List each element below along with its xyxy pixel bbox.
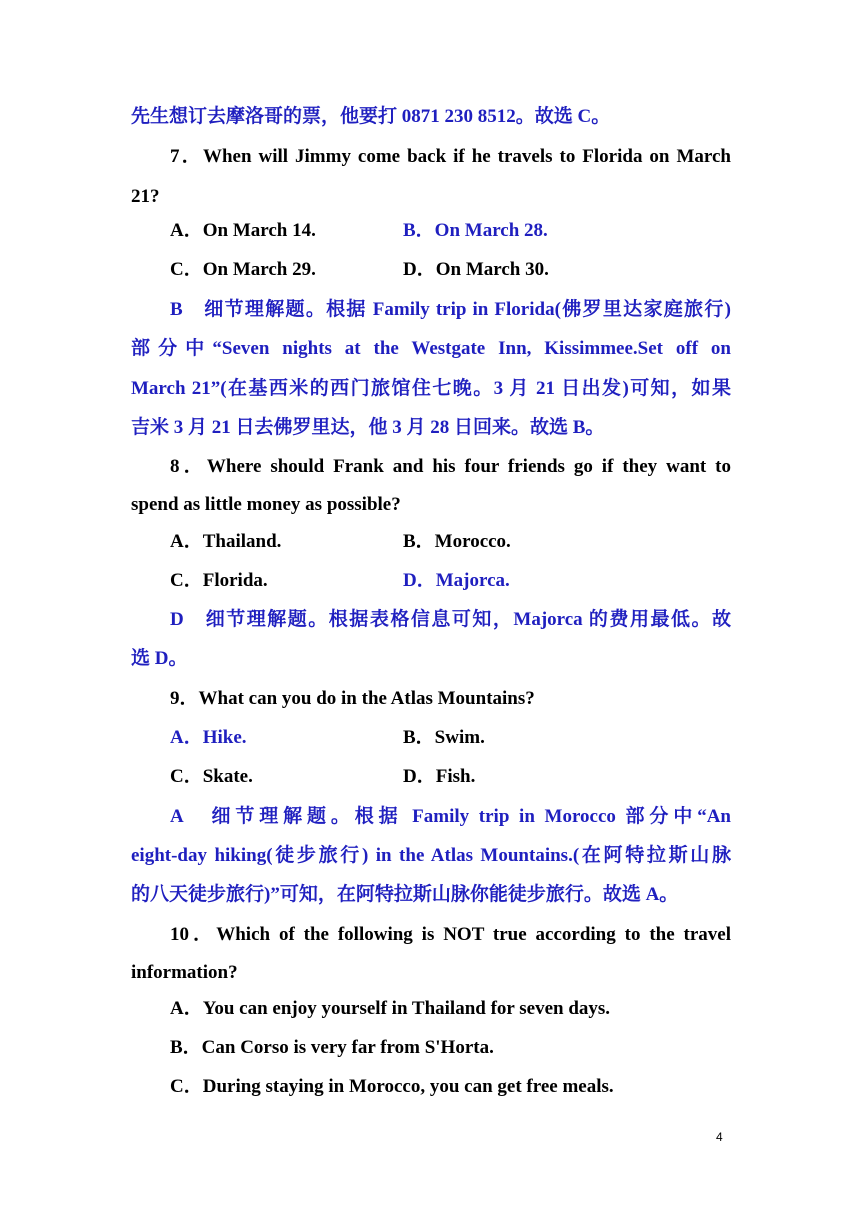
option-a: A．On March 14.	[170, 220, 316, 241]
option-a: A．Thailand.	[170, 531, 282, 552]
explanation-text: 选 D。	[131, 648, 188, 669]
question-text: 21?	[131, 186, 160, 207]
question-text: information?	[131, 962, 238, 983]
question-text: 7．When will Jimmy come back if he travels to Florida on March	[170, 146, 731, 167]
option-b: B．On March 28.	[403, 220, 548, 241]
explanation-text: 部分中“Seven nights at the Westgate Inn, Kissimmee.Set off on	[131, 338, 731, 359]
option-b: B．Swim.	[403, 727, 485, 748]
option-c: C．Florida.	[170, 570, 268, 591]
option-c: C．Skate.	[170, 766, 253, 787]
explanation-text: D 细节理解题。根据表格信息可知，Majorca 的费用最低。故	[170, 609, 731, 630]
option-a: A．You can enjoy yourself in Thailand for seven days.	[170, 998, 611, 1019]
explanation-text: A 细节理解题。根据 Family trip in Morocco 部分中“An	[170, 806, 731, 827]
option-c: C．During staying in Morocco, you can get free meals.	[170, 1076, 614, 1097]
answer-text: 先生想订去摩洛哥的票，他要打 0871 230 8512。故选 C。	[131, 106, 611, 127]
option-b: B．Morocco.	[403, 531, 511, 552]
option-d: D．Fish.	[403, 766, 476, 787]
question-text: 8．Where should Frank and his four friends go if they want to	[170, 456, 731, 477]
explanation-text: eight-day hiking(徒步旅行) in the Atlas Mountains.(在阿特拉斯山脉	[131, 845, 731, 866]
question-text: spend as little money as possible?	[131, 494, 401, 515]
option-d: D．On March 30.	[403, 259, 549, 280]
option-b: B．Can Corso is very far from S'Horta.	[170, 1037, 494, 1058]
option-c: C．On March 29.	[170, 259, 316, 280]
question-text: 10．Which of the following is NOT true according to the travel	[170, 924, 731, 945]
explanation-text: 吉米 3 月 21 日去佛罗里达，他 3 月 28 日回来。故选 B。	[131, 417, 605, 438]
page-number: 4	[716, 1130, 723, 1144]
option-a: A．Hike.	[170, 727, 247, 748]
question-text: 9．What can you do in the Atlas Mountains?	[170, 688, 535, 709]
explanation-text: 的八天徒步旅行)”可知，在阿特拉斯山脉你能徒步旅行。故选 A。	[131, 884, 679, 905]
explanation-text: B 细节理解题。根据 Family trip in Florida(佛罗里达家庭旅行)	[170, 299, 731, 320]
explanation-text: March 21”(在基西米的西门旅馆住七晚。3 月 21 日出发)可知，如果	[131, 378, 731, 399]
option-d: D．Majorca.	[403, 570, 510, 591]
